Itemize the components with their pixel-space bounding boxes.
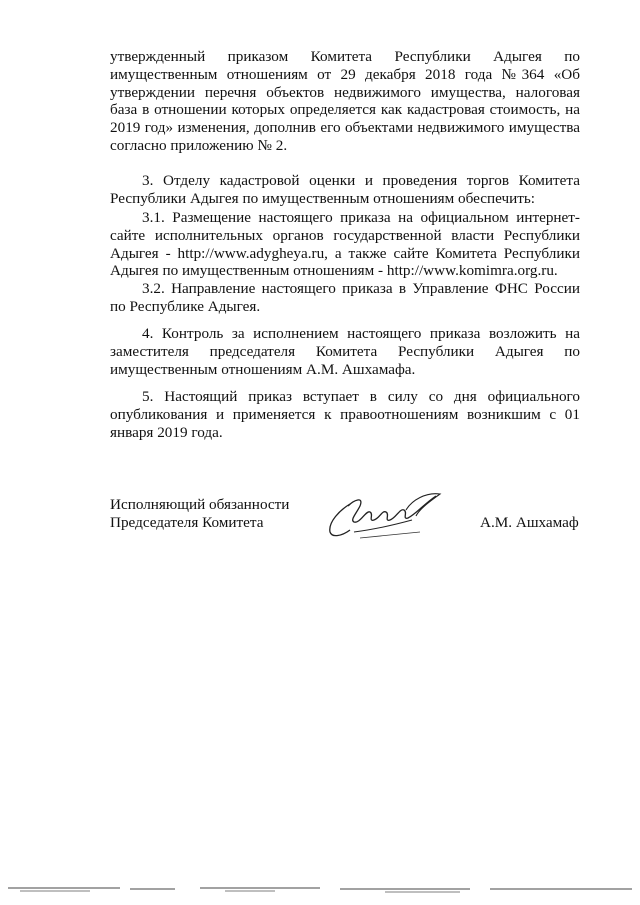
paragraph-item-4: 4. Контроль за исполнением настоящего приказа возложить на заместителя председателя Комитета Республики Адыгея по имущественным отношениям А.М. Ашхамафа. — [110, 325, 580, 378]
paragraph-item-3: 3. Отделу кадастровой оценки и проведения торгов Комитета Республики Адыгея по имущественным отношениям обеспечить: — [110, 172, 580, 207]
paragraph-item-3-2: 3.2. Направление настоящего приказа в Управление ФНС России по Республике Адыгея. — [110, 280, 580, 315]
signatory-name: А.М. Ашхамаф — [480, 514, 579, 531]
paragraph-item-5: 5. Настоящий приказ вступает в силу со дня официального опубликования и применяется к правоотношениям возникшим с 01 января 2019 года. — [110, 388, 580, 441]
paragraph-continuation: утвержденный приказом Комитета Республики Адыгея по имущественным отношениям от 29 декабря 2018 года №364 «Об утверждении перечня объектов недвижимого имущества, налоговая база в отношении которых определяется как кадастровая стоимость, на 2019 год» изменения, дополнив его объектами недвижимого имущества согласно приложению № 2. — [110, 48, 580, 154]
signatory-title — [110, 496, 289, 532]
signatory-title-line-2: Председателя Комитета — [110, 514, 264, 531]
handwritten-signature — [320, 486, 460, 546]
scan-footer-artifact — [0, 880, 640, 905]
signatory-title-line-1: Исполняющий обязанности — [110, 496, 290, 513]
paragraph-item-3-1: 3.1. Размещение настоящего приказа на официальном интернет-сайте исполнительных органов государственной власти Республики Адыгея - http://www.adygheya.ru, а также сайте Комитета Республики Адыгея по имущественным отношениям - http://www.komimra.org.ru. — [110, 209, 580, 280]
